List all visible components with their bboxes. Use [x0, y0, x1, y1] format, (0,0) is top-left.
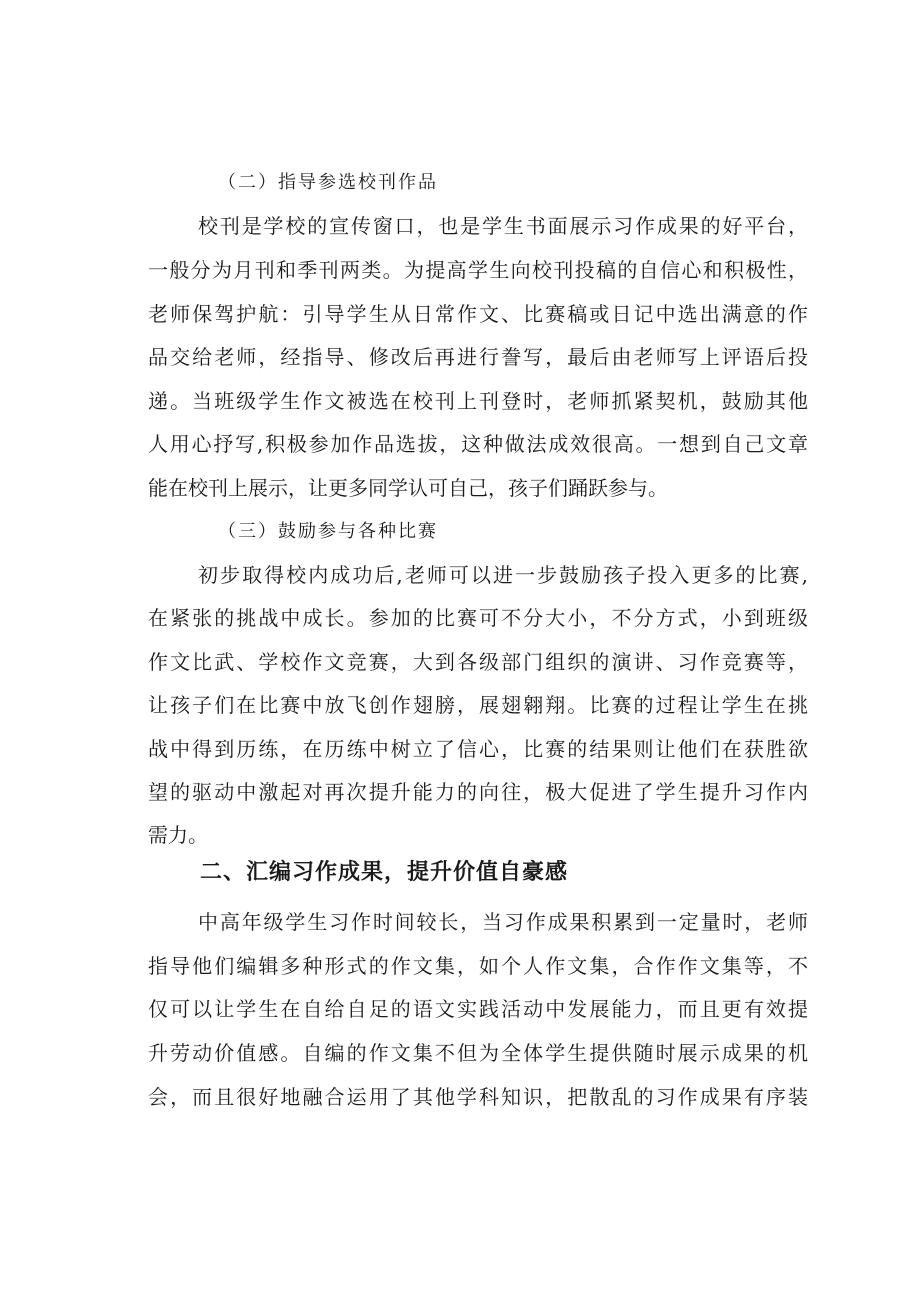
- paragraph-line: 指导他们编辑多种形式的作文集，如个人作文集，合作作文集等，不: [148, 954, 808, 978]
- paragraph-line: 中高年级学生习作时间较长，当习作成果积累到一定量时，老师: [198, 910, 808, 934]
- paragraph-line: 升劳动价值感。自编的作文集不但为全体学生提供随时展示成果的机: [148, 1041, 808, 1065]
- paragraph-line: 人用心抒写,积极参加作品选拔，这种做法成效很高。一想到自己文章: [148, 432, 808, 456]
- paragraph-line: 品交给老师，经指导、修改后再进行誊写，最后由老师写上评语后投: [148, 345, 808, 369]
- chapter-heading: 二、汇编习作成果，提升价值自豪感: [200, 860, 569, 885]
- section-heading-2: （二）指导参选校刊作品: [218, 172, 438, 193]
- paragraph-line: 校刊是学校的宣传窗口，也是学生书面展示习作成果的好平台，: [198, 214, 808, 238]
- paragraph-line: 初步取得校内成功后,老师可以进一步鼓励孩子投入更多的比赛,: [198, 563, 808, 587]
- paragraph-line: 老师保驾护航：引导学生从日常作文、比赛稿或日记中选出满意的作: [148, 302, 808, 326]
- section-heading-3: （三）鼓励参与各种比赛: [218, 521, 438, 542]
- paragraph-line: 能在校刊上展示，让更多同学认可自己，孩子们踊跃参与。: [148, 476, 668, 500]
- paragraph-line: 作文比武、学校作文竞赛，大到各级部门组织的演讲、习作竞赛等，: [148, 650, 808, 674]
- paragraph-line: 在紧张的挑战中成长。参加的比赛可不分大小，不分方式，小到班级: [148, 606, 808, 630]
- paragraph-line: 会，而且很好地融合运用了其他学科知识，把散乱的习作成果有序装: [148, 1085, 808, 1109]
- paragraph-line: 递。当班级学生作文被选在校刊上刊登时，老师抓紧契机，鼓励其他: [148, 389, 808, 413]
- paragraph-line: 让孩子们在比赛中放飞创作翅膀，展翅翱翔。比赛的过程让学生在挑: [148, 693, 808, 717]
- paragraph-line: 望的驱动中激起对再次提升能力的向往，极大促进了学生提升习作内: [148, 780, 808, 804]
- paragraph-line: 战中得到历练，在历练中树立了信心，比赛的结果则让他们在获胜欲: [148, 737, 808, 761]
- paragraph-line: 需力。: [148, 823, 208, 847]
- paragraph-line: 一般分为月刊和季刊两类。为提高学生向校刊投稿的自信心和积极性，: [148, 258, 808, 282]
- paragraph-line: 仅可以让学生在自给自足的语文实践活动中发展能力，而且更有效提: [148, 997, 808, 1021]
